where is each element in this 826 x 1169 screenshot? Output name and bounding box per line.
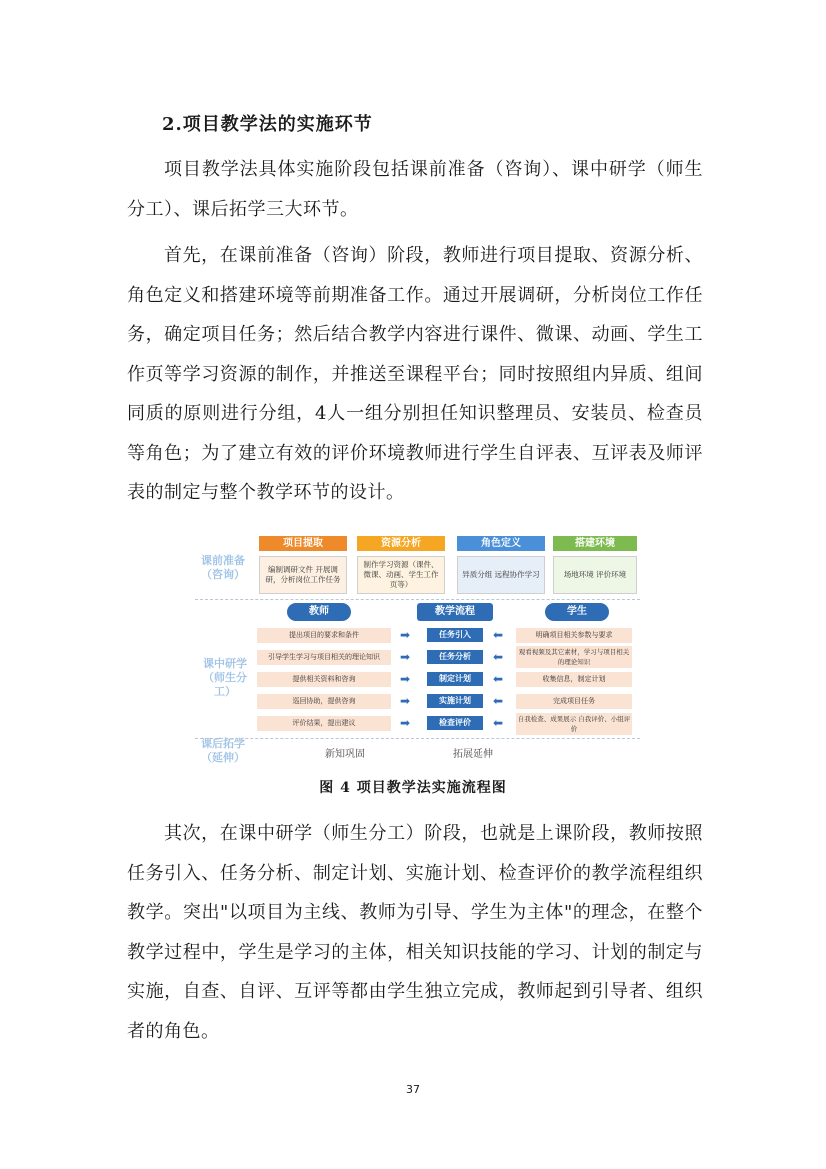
divider — [195, 599, 640, 600]
arrow-right-icon: ➡ — [400, 694, 411, 708]
prep-box-3: 异质分组 远程协作学习 — [457, 556, 545, 594]
arrow-right-icon: ➡ — [400, 672, 411, 686]
post-item: 新知巩固 — [325, 749, 365, 760]
student-item: 明确项目相关参数与要求 — [516, 628, 632, 643]
arrow-right-icon: ➡ — [400, 716, 411, 730]
stage-label-pre — [195, 554, 251, 582]
page-number: 37 — [406, 1083, 420, 1096]
paragraph: 其次，在课中研学（师生分工）阶段，也就是上课阶段，教师按照任务引入、任务分析、制定计划、实施计划、检查评价的教学流程组织教学。突出"以项目为主线、教师为引导、学生为主体"的理念，在整个教学过程中，学生是学习的主体，相关知识技能的学习、计划的制定与实施，自查、自评、互评等都由学生独立完成，教师起到引导者、组织者的角色。 — [127, 823, 703, 1042]
arrow-left-icon: ⬅ — [493, 716, 504, 730]
arrow-right-icon: ➡ — [400, 628, 411, 642]
arrow-left-icon: ⬅ — [493, 694, 504, 708]
student-item: 自我检查、成果展示 自我评价、小组评价 — [517, 715, 631, 733]
teacher-item: 巡回协助，提供咨询 — [257, 694, 391, 709]
stage-label-line: 课前准备 — [201, 554, 245, 567]
teacher-item: 评价结果，提出建议 — [257, 716, 391, 731]
stage-label-line: （延伸） — [201, 751, 245, 764]
student-oval: 学生 — [545, 603, 609, 621]
stage-label-line: 课中研学 — [203, 657, 247, 670]
arrow-right-icon: ➡ — [400, 650, 411, 664]
divider — [195, 738, 640, 739]
prep-header-3: 角色定义 — [457, 536, 545, 551]
flow-step: 制定计划 — [427, 672, 483, 686]
prep-header-1: 项目提取 — [259, 536, 347, 551]
prep-header-2: 资源分析 — [357, 536, 445, 551]
arrow-left-icon: ⬅ — [493, 672, 504, 686]
section-heading: 2.项目教学法的实施环节 — [162, 114, 373, 135]
arrow-left-icon: ⬅ — [493, 650, 504, 664]
stage-label-post — [195, 737, 251, 765]
stage-label-line: 课后拓学 — [201, 737, 245, 750]
flow-step: 任务分析 — [427, 650, 483, 664]
prep-box-4: 场地环境 评价环境 — [553, 556, 637, 594]
paragraph: 项目教学法具体实施阶段包括课前准备（咨询）、课中研学（师生分工）、课后拓学三大环节。 — [127, 159, 703, 220]
student-item: 完成项目任务 — [516, 694, 632, 709]
student-item: 观看视频及其它素材，学习与项目相关的理论知识 — [516, 646, 632, 668]
teacher-oval: 教师 — [287, 603, 351, 621]
prep-box-1: 编制调研文件 开展调研，分析岗位工作任务 — [259, 556, 347, 594]
flow-header: 教学流程 — [417, 603, 493, 621]
flow-step: 实施计划 — [427, 694, 483, 708]
post-item: 拓展延伸 — [453, 749, 493, 760]
teacher-item: 引导学生学习与项目相关的理论知识 — [257, 650, 391, 665]
stage-label-mid — [195, 657, 255, 699]
flow-step: 检查评价 — [427, 716, 483, 730]
stage-label-line: （咨询） — [201, 568, 245, 581]
figure-caption: 图 4 项目教学法实施流程图 — [319, 780, 507, 796]
prep-box-2: 制作学习资源（课件、微课、动画、学生工作页等） — [357, 556, 445, 594]
stage-label-line: （师生分工） — [203, 671, 247, 698]
teacher-item: 提出项目的要求和条件 — [257, 628, 391, 643]
arrow-left-icon: ⬅ — [493, 628, 504, 642]
student-item: 收集信息，制定计划 — [516, 672, 632, 687]
paragraph: 首先，在课前准备（咨询）阶段，教师进行项目提取、资源分析、角色定义和搭建环境等前期准备工作。通过开展调研，分析岗位工作任务，确定项目任务；然后结合教学内容进行课件、微课、动画、学生工作页等学习资源的制作，并推送至课程平台；同时按照组内异质、组间同质的原则进行分组，4人一组分别担任知识整理员、安装员、检查员等角色；为了建立有效的评价环境教师进行学生自评表、互评表及师评表的制定与整个教学环节的设计。 — [127, 245, 703, 503]
prep-header-4: 搭建环境 — [553, 536, 637, 551]
flowchart-figure — [195, 532, 640, 766]
teacher-item: 提供相关资料和咨询 — [257, 672, 391, 687]
flow-step: 任务引入 — [427, 628, 483, 642]
